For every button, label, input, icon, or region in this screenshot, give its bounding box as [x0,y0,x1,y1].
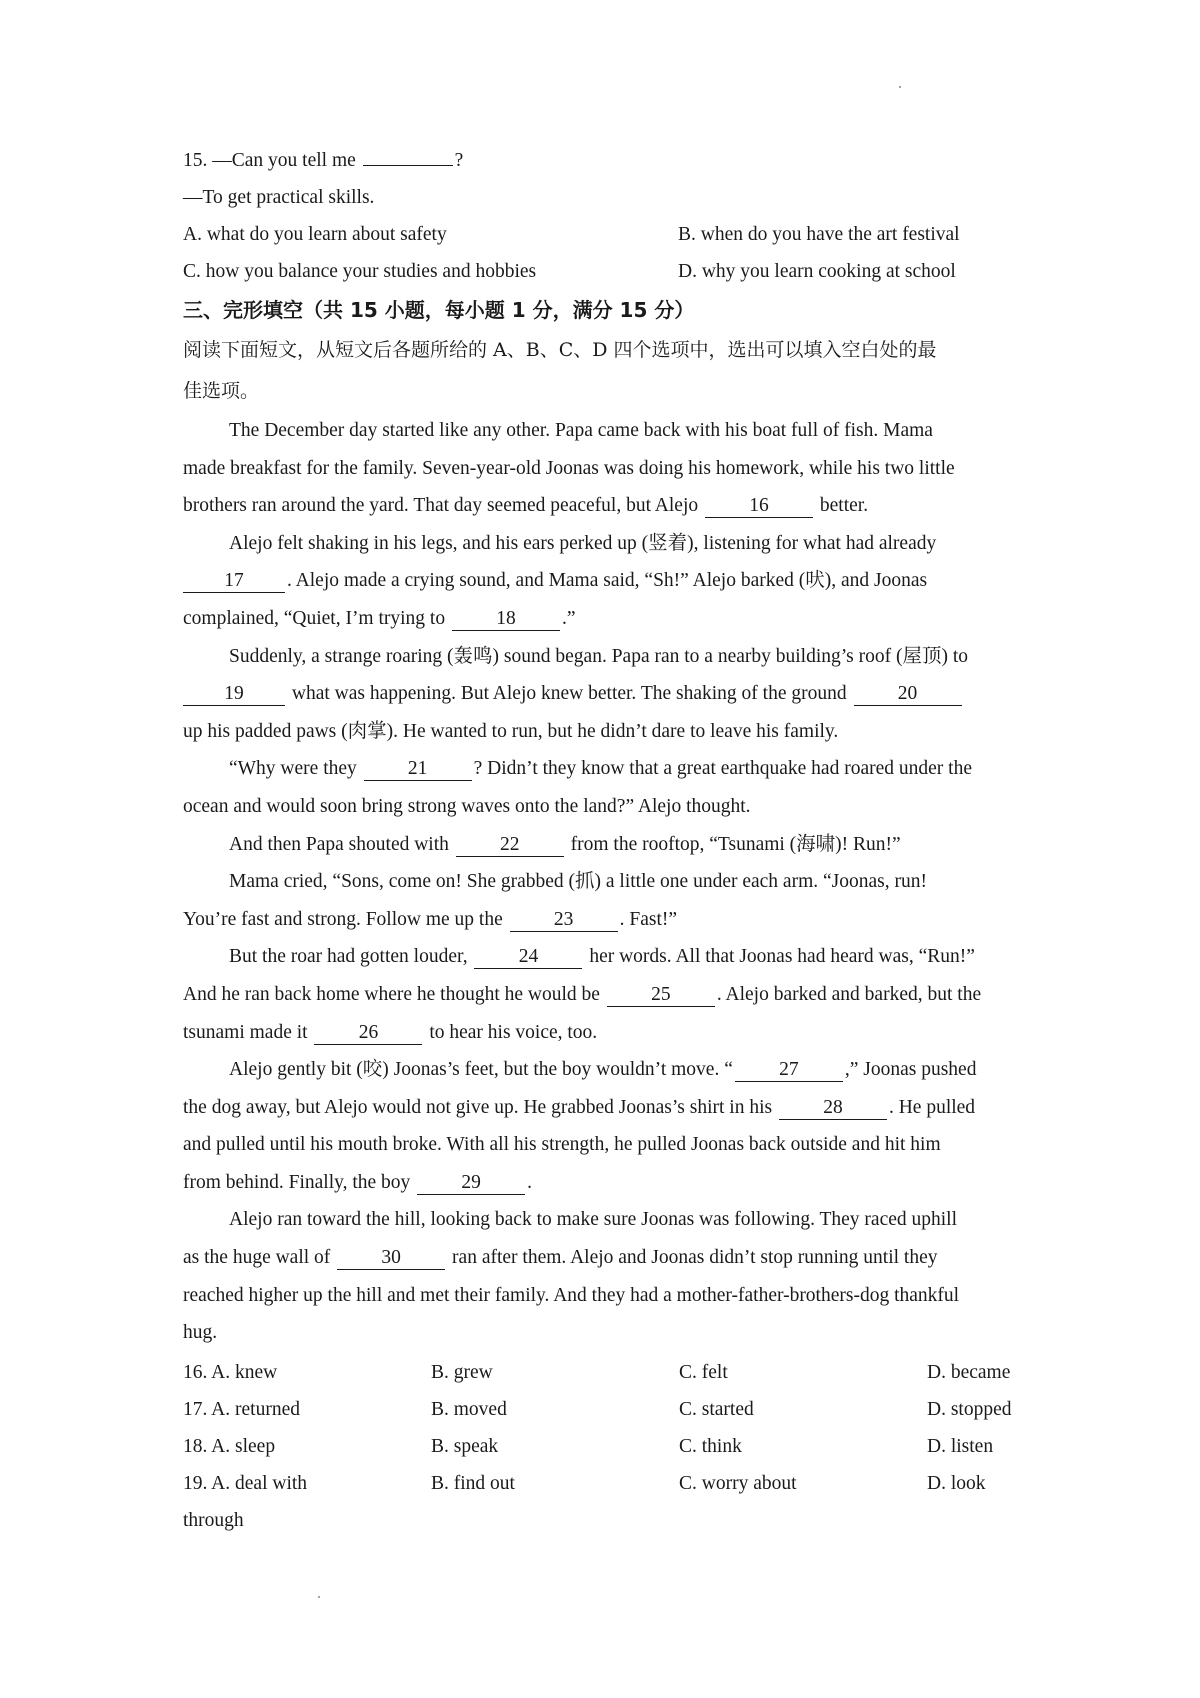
cloze-blank-20[interactable]: 20 [854,683,962,706]
cloze-blank-27[interactable]: 27 [735,1059,843,1082]
cloze-blank-22[interactable]: 22 [456,834,564,857]
passage-line: And he ran back home where he thought he would be 25 . Alejo barked and barked, but the [183,983,982,1005]
passage-line: brothers ran around the yard. That day seemed peaceful, but Alejo 16 better. [183,495,869,517]
passage-line: 17 . Alejo made a crying sound, and Mama said, “Sh!” Alejo barked (吠), and Joonas [183,562,1028,600]
passage-line: complained, “Quiet, I’m trying to 18 .” [183,607,576,629]
section-instruction: 佳选项。 [183,380,260,402]
passage-line: tsunami made it 26 to hear his voice, too. [183,1021,598,1043]
cloze-blank-21[interactable]: 21 [364,758,472,781]
passage-line: reached higher up the hill and met their family. And they had a mother-father-brothers-dog thankful [183,1284,960,1306]
passage-line: and pulled until his mouth broke. With all his strength, he pulled Joonas back outside and hit him [183,1134,941,1156]
options-row [183,216,1028,253]
option-d[interactable]: D. stopped [927,1398,1012,1420]
option-d[interactable]: D. listen [927,1435,994,1457]
passage-line: The December day started like any other. Papa came back with his boat full of fish. Mama [229,420,933,441]
passage-line: 19 what was happening. But Alejo knew better. The shaking of the ground 20 [183,675,1028,713]
option-c[interactable]: C. felt [679,1361,728,1383]
cloze-blank-19[interactable]: 19 [183,683,285,706]
passage-line: hug. [183,1322,218,1344]
option-c[interactable]: C. how you balance your studies and hobbies [183,261,537,282]
section-instruction: 阅读下面短文，从短文后各题所给的 A、B、C、D 四个选项中，选出可以填入空白处的最 [183,339,937,361]
option-b[interactable]: B. grew [431,1361,493,1383]
option-wrap-line: through [183,1509,244,1531]
option-b[interactable]: B. when do you have the art festival [678,224,960,245]
option-a[interactable]: A. what do you learn about safety [183,224,447,245]
option-a[interactable]: 18. A. sleep [183,1435,276,1457]
answer-blank[interactable] [363,165,453,166]
scan-speck [899,86,901,88]
passage-line: Suddenly, a strange roaring (轰鸣) sound began. Papa ran to a nearby building’s roof (屋顶) to [229,645,969,667]
option-row-16 [183,1354,1028,1391]
cloze-blank-30[interactable]: 30 [337,1247,445,1270]
passage-line: And then Papa shouted with 22 from the rooftop, “Tsunami (海啸)! Run!” [229,833,901,855]
passage-line: Alejo ran toward the hill, looking back to make sure Joonas was following. They raced uphill [229,1209,958,1231]
option-d[interactable]: D. why you learn cooking at school [678,261,956,282]
cloze-blank-28[interactable]: 28 [779,1097,887,1120]
passage-line: ocean and would soon bring strong waves onto the land?” Alejo thought. [183,795,751,817]
option-b[interactable]: B. find out [431,1472,515,1494]
passage-line: But the roar had gotten louder, 24 her words. All that Joonas had heard was, “Run!” [229,946,975,968]
page-content [183,142,1028,1539]
passage-line: the dog away, but Alejo would not give up. He grabbed Joonas’s shirt in his 28 . He pulled [183,1096,976,1118]
cloze-blank-16[interactable]: 16 [705,495,813,518]
option-a[interactable]: 19. A. deal with [183,1472,308,1494]
passage-line: from behind. Finally, the boy 29 . [183,1171,533,1193]
passage-line: Alejo felt shaking in his legs, and his ears perked up (竖着), listening for what had already [229,532,937,554]
cloze-blank-24[interactable]: 24 [474,946,582,969]
option-d[interactable]: D. look [927,1472,986,1494]
option-a[interactable]: 17. A. returned [183,1398,300,1420]
passage-line: Mama cried, “Sons, come on! She grabbed (抓) a little one under each arm. “Joonas, run! [229,871,927,893]
scan-speck [318,1596,320,1598]
cloze-blank-29[interactable]: 29 [417,1172,525,1195]
cloze-blank-17[interactable]: 17 [183,570,285,593]
section-title: 三、完形填空（共 15 小题，每小题 1 分，满分 15 分） [183,298,695,322]
option-c[interactable]: C. think [679,1435,742,1457]
passage-line: You’re fast and strong. Follow me up the 23 . Fast!” [183,908,678,930]
cloze-blank-26[interactable]: 26 [314,1022,422,1045]
passage-line: as the huge wall of 30 ran after them. Alejo and Joonas didn’t stop running until they [183,1247,938,1269]
option-b[interactable]: B. speak [431,1435,499,1457]
passage-line: up his padded paws (肉掌). He wanted to run, but he didn’t dare to leave his family. [183,720,839,742]
passage-line: “Why were they 21 ? Didn’t they know that a great earthquake had roared under the [229,758,972,780]
passage-line: Alejo gently bit (咬) Joonas’s feet, but the boy wouldn’t move. “ 27 ,” Joonas pushed [229,1059,977,1081]
option-row-19 [183,1465,1028,1502]
options-row [183,253,1028,290]
option-d[interactable]: D. became [927,1361,1011,1383]
question-15 [183,142,1028,290]
option-c[interactable]: C. worry about [679,1472,797,1494]
cloze-blank-25[interactable]: 25 [607,984,715,1007]
option-row-17 [183,1391,1028,1428]
answer-line: —To get practical skills. [183,187,375,208]
cloze-passage [183,412,1028,1352]
option-a[interactable]: 16. A. knew [183,1361,278,1383]
passage-line: made breakfast for the family. Seven-year-old Joonas was doing his homework, while his two little [183,457,955,479]
question-stem: 15. —Can you tell me ? [183,150,464,171]
cloze-options [183,1354,1028,1539]
cloze-blank-18[interactable]: 18 [452,608,560,631]
option-c[interactable]: C. started [679,1398,754,1420]
option-row-18 [183,1428,1028,1465]
cloze-blank-23[interactable]: 23 [510,909,618,932]
option-b[interactable]: B. moved [431,1398,507,1420]
